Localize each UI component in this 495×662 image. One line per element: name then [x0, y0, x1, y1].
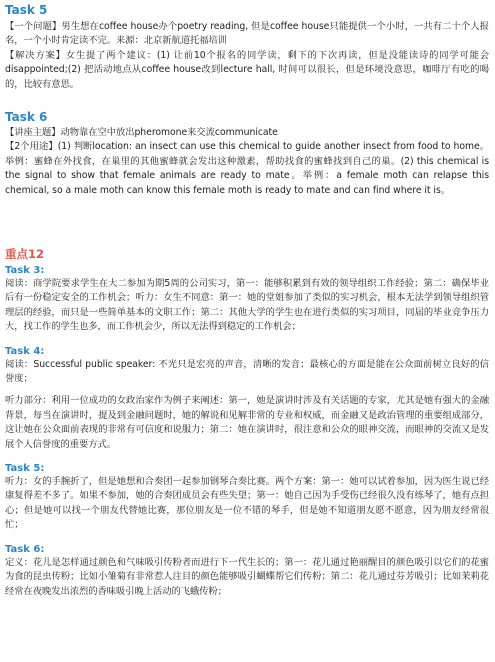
section-task5 [5, 3, 489, 92]
task4-listening: 听力部分：利用一位成功的女政治家作为例子来阐述：第一，她是演讲时涉及有关话题的专家，尤其是她有强大的金融背景，每当在演讲时，提及到金融问题时，她的解说和见解非常的专业和权威，而金融又是政治管理的重要组成部分，这让她在公众面前表现的非常有可信度和说服力；第二：她在演讲时，很注意和公众的眼神交流，而眼神的交流又是发展个人信誉度的重要方式。 [5, 395, 489, 450]
task6-paragraph: 定义：花儿是怎样通过颜色和气味吸引传粉者而进行下一代生长的；第一：花儿通过艳丽醒目的颜色吸引以它们的花蜜为食的昆虫传粉；比如小雏菊有非常惹人注目的颜色能够吸引蝴蝶帮它们传粉；第二：花儿通过芬芳吸引；比如茉莉花经常在夜晚发出浓烈的香味吸引晚上活动的飞蛾传粉； [5, 556, 489, 597]
section-title: Task 6 [5, 110, 48, 124]
paragraph-uses: 【2个用途】(1) 判断location: an insect can use this chemical to guide another insect from food to home。举例：蜜蜂在外找食，在巢里的其他蜜蜂就会发出这种激素，帮助找食的蜜蜂找到自己的巢。(2) this chemical is the signal to show that female animals are ready to mate。举例：a female moth can relapse this chemical, so a male moth can know this female moth is ready to mate and can find where it is。 [5, 141, 489, 196]
task4-reading: 阅读：Successful public speaker: 不光只是宏亮的声音，清晰的发音；最核心的方面是能在公众面前树立良好的信誉度； [5, 358, 489, 385]
section-heading: 重点12 [5, 247, 45, 261]
task3-paragraph: 阅读：商学院要求学生在大二参加为期5周的公司实习，第一：能够积累到有效的领导组织工作经验；第二：确保毕业后有一份稳定安全的工作机会；听力：女生不同意：第一：她的堂姐参加了类似的实习机会，根本无法学到领导组织管理层的经验，而只是一些简单基本的文职工作；第二：其他大学的学生也在进行类似的实习项目，同届的毕业竞争压力大，找工作的学生也多，而工作机会少，所以无法得到稳定的工作机会； [5, 278, 489, 333]
task3-title: Task 3: [5, 265, 45, 276]
section-key-12 [5, 247, 489, 599]
task4-title: Task 4: [5, 345, 45, 357]
paragraph-topic: 【讲座主题】动物靠在空中放出pheromone来交流communicate [5, 127, 278, 138]
task5-title: Task 5: [5, 463, 45, 475]
paragraph-problem: 【一个问题】男生想在coffee house办个poetry reading, 但是coffee house只能提供一个小时，一共有二十个人报名，一个小时肯定读不完。来源：北京新航道托福培训 [5, 21, 489, 47]
task5-paragraph: 听力：女的手腕折了，但是她想和合奏团一起参加钢琴合奏比赛。两个方案：第一：她可以试着参加，因为医生说已经康复得差不多了。如果不参加，她的合奏团成员会有些失望；第一：她自己因为手受伤已经很久没有练琴了，她有点担心；但是她可以找一个朋友代替她比赛，那位朋友是一位不错的琴手，但是她不知道朋友愿不愿意，因为朋友经常很忙； [5, 476, 489, 531]
paragraph-solution: 【解决方案】女生提了两个建议：(1) 让前10个报名的同学读，剩下的下次再读，但是没能读诗的同学可能会disappointed;(2) 把活动地点从coffee house改到lecture hall, 时间可以很长，但是环境没意思，咖啡厅有吃的喝的，比较有意思。 [5, 49, 489, 90]
section-task6 [5, 110, 489, 198]
task6-title: Task 6: [5, 543, 45, 555]
section-title: Task 5 [5, 3, 48, 17]
